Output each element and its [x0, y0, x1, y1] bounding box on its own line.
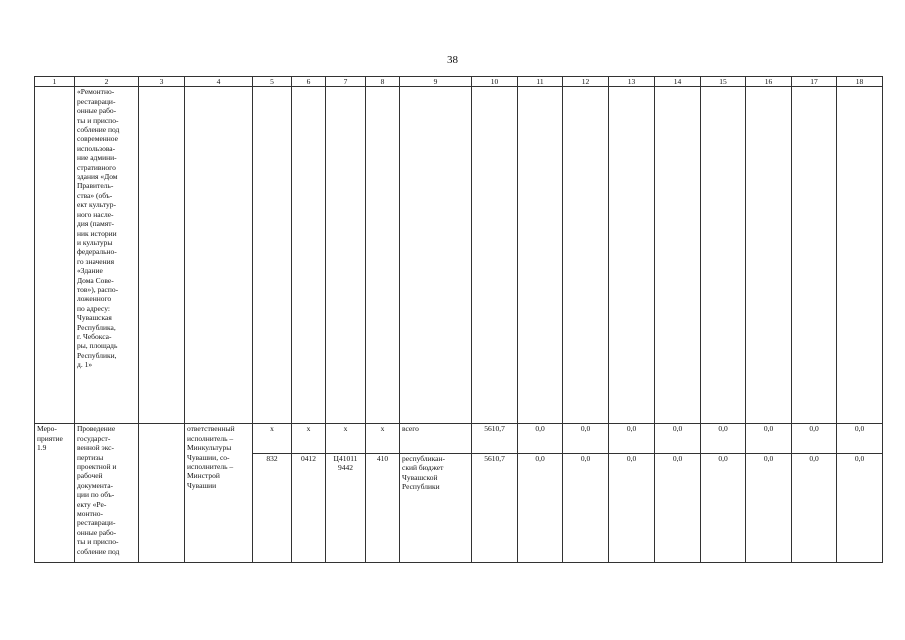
text-line: Меро-: [37, 424, 57, 434]
column-number-row: [35, 77, 883, 87]
col-header: 5: [253, 77, 292, 87]
text-line: Минстрой: [187, 471, 220, 481]
event-label: [35, 424, 75, 563]
text-line: ложенного: [77, 294, 112, 304]
cell-c14: 0,0: [655, 453, 701, 563]
cell-c11: 0,0: [518, 453, 563, 563]
text-line: Республики,: [77, 350, 117, 360]
text-line: документа-: [77, 480, 114, 490]
cell-c15: 0,0: [701, 424, 746, 454]
text-line: ства» (объ-: [77, 190, 113, 200]
text-line: 9442: [338, 463, 353, 473]
text-line: ответственный: [187, 424, 235, 434]
text-line: по адресу:: [77, 303, 111, 313]
program-table: [34, 76, 883, 563]
text-line: федерально-: [77, 247, 117, 257]
col-header: 12: [563, 77, 609, 87]
cell-c16: 0,0: [746, 453, 792, 563]
cell-c13: 0,0: [609, 424, 655, 454]
text-line: го значения: [77, 256, 115, 266]
text-line: пертизы: [77, 452, 104, 462]
text-line: Чувашии, со-: [187, 452, 230, 462]
text-line: ного насле-: [77, 209, 114, 219]
continued-description: [75, 87, 139, 424]
col-header: 3: [139, 77, 185, 87]
text-line: приятие: [37, 433, 63, 443]
text-line: рабочей: [77, 471, 103, 481]
cell-c8: x: [366, 424, 400, 454]
text-line: исполнитель –: [187, 433, 234, 443]
text-line: современное: [77, 134, 118, 144]
text-line: реставраци-: [77, 518, 116, 528]
text-line: исполнитель –: [187, 462, 234, 472]
text-line: проектной и: [77, 462, 117, 472]
text-line: Чувашской: [402, 472, 438, 482]
text-line: собление под: [77, 546, 120, 556]
cell-c8: 410: [366, 453, 400, 563]
text-line: монтно-: [77, 509, 104, 519]
cell-c6: 0412: [292, 453, 326, 563]
cell-c11: 0,0: [518, 424, 563, 454]
text-line: Ц41011: [333, 453, 358, 463]
col-header: 7: [326, 77, 366, 87]
text-line: 1.9: [37, 443, 47, 453]
cell-c12: 0,0: [563, 453, 609, 563]
text-line: и культуры: [77, 237, 113, 247]
text-line: Республики: [402, 482, 440, 492]
col-header: 10: [472, 77, 518, 87]
cell-c7: [326, 453, 366, 563]
col-header: 2: [75, 77, 139, 87]
cell-c13: 0,0: [609, 453, 655, 563]
text-line: ты и приспо-: [77, 115, 119, 125]
col-header: 17: [792, 77, 837, 87]
text-line: д. 1»: [77, 360, 93, 370]
text-line: стративного: [77, 162, 116, 172]
cell-c10: 5610,7: [472, 453, 518, 563]
text-line: ский бюджет: [402, 463, 444, 473]
text-line: ции по объ-: [77, 490, 115, 500]
text-line: венной экс-: [77, 443, 114, 453]
col-header: 11: [518, 77, 563, 87]
text-line: Минкультуры: [187, 443, 232, 453]
text-line: онные рабо-: [77, 527, 117, 537]
col-header: 14: [655, 77, 701, 87]
col-header: 16: [746, 77, 792, 87]
cell-c12: 0,0: [563, 424, 609, 454]
col-header: 6: [292, 77, 326, 87]
text-line: собление под: [77, 125, 120, 135]
cell-c18: 0,0: [837, 424, 883, 454]
text-line: ник истории: [77, 228, 117, 238]
text-line: ры, площадь: [77, 341, 118, 351]
text-line: Проведение: [77, 424, 116, 434]
continued-row: [35, 87, 883, 424]
text-line: Республика,: [77, 322, 116, 332]
event-total-row: [35, 424, 883, 454]
text-line: Дома Сове-: [77, 275, 114, 285]
cell-c16: 0,0: [746, 424, 792, 454]
col-header: 9: [400, 77, 472, 87]
cell-c14: 0,0: [655, 424, 701, 454]
col-header: 8: [366, 77, 400, 87]
text-line: тов»), распо-: [77, 284, 119, 294]
cell-c17: 0,0: [792, 453, 837, 563]
text-line: дия (памят-: [77, 219, 114, 229]
cell-c17: 0,0: [792, 424, 837, 454]
cell-c6: x: [292, 424, 326, 454]
text-line: екту «Ре-: [77, 499, 107, 509]
text-line: ект культур-: [77, 200, 117, 210]
text-line: Чувашии: [187, 480, 217, 490]
event-executor: [185, 424, 253, 563]
cell-c5: x: [253, 424, 292, 454]
col-header: 18: [837, 77, 883, 87]
text-line: ние админи-: [77, 153, 117, 163]
cell-c5: 832: [253, 453, 292, 563]
text-line: «Ремонтно-: [77, 87, 115, 97]
page-number: 38: [447, 54, 458, 66]
text-line: онные рабо-: [77, 106, 117, 116]
col-header: 4: [185, 77, 253, 87]
text-line: ты и приспо-: [77, 537, 119, 547]
text-line: здания «Дом: [77, 172, 118, 182]
text-line: г. Чебокса-: [77, 331, 112, 341]
cell-c18: 0,0: [837, 453, 883, 563]
col-header: 13: [609, 77, 655, 87]
cell-c9: [400, 453, 472, 563]
text-line: Правитель-: [77, 181, 114, 191]
cell-c7: x: [326, 424, 366, 454]
cell-c9: всего: [400, 424, 472, 454]
cell-c10: 5610,7: [472, 424, 518, 454]
text-line: государст-: [77, 433, 111, 443]
text-line: Чувашская: [77, 313, 112, 323]
text-line: республикан-: [402, 453, 446, 463]
col-header: 1: [35, 77, 75, 87]
col-header: 15: [701, 77, 746, 87]
event-description: [75, 424, 139, 563]
text-line: использова-: [77, 143, 116, 153]
text-line: «Здание: [77, 266, 103, 276]
text-line: реставраци-: [77, 96, 116, 106]
cell-c15: 0,0: [701, 453, 746, 563]
